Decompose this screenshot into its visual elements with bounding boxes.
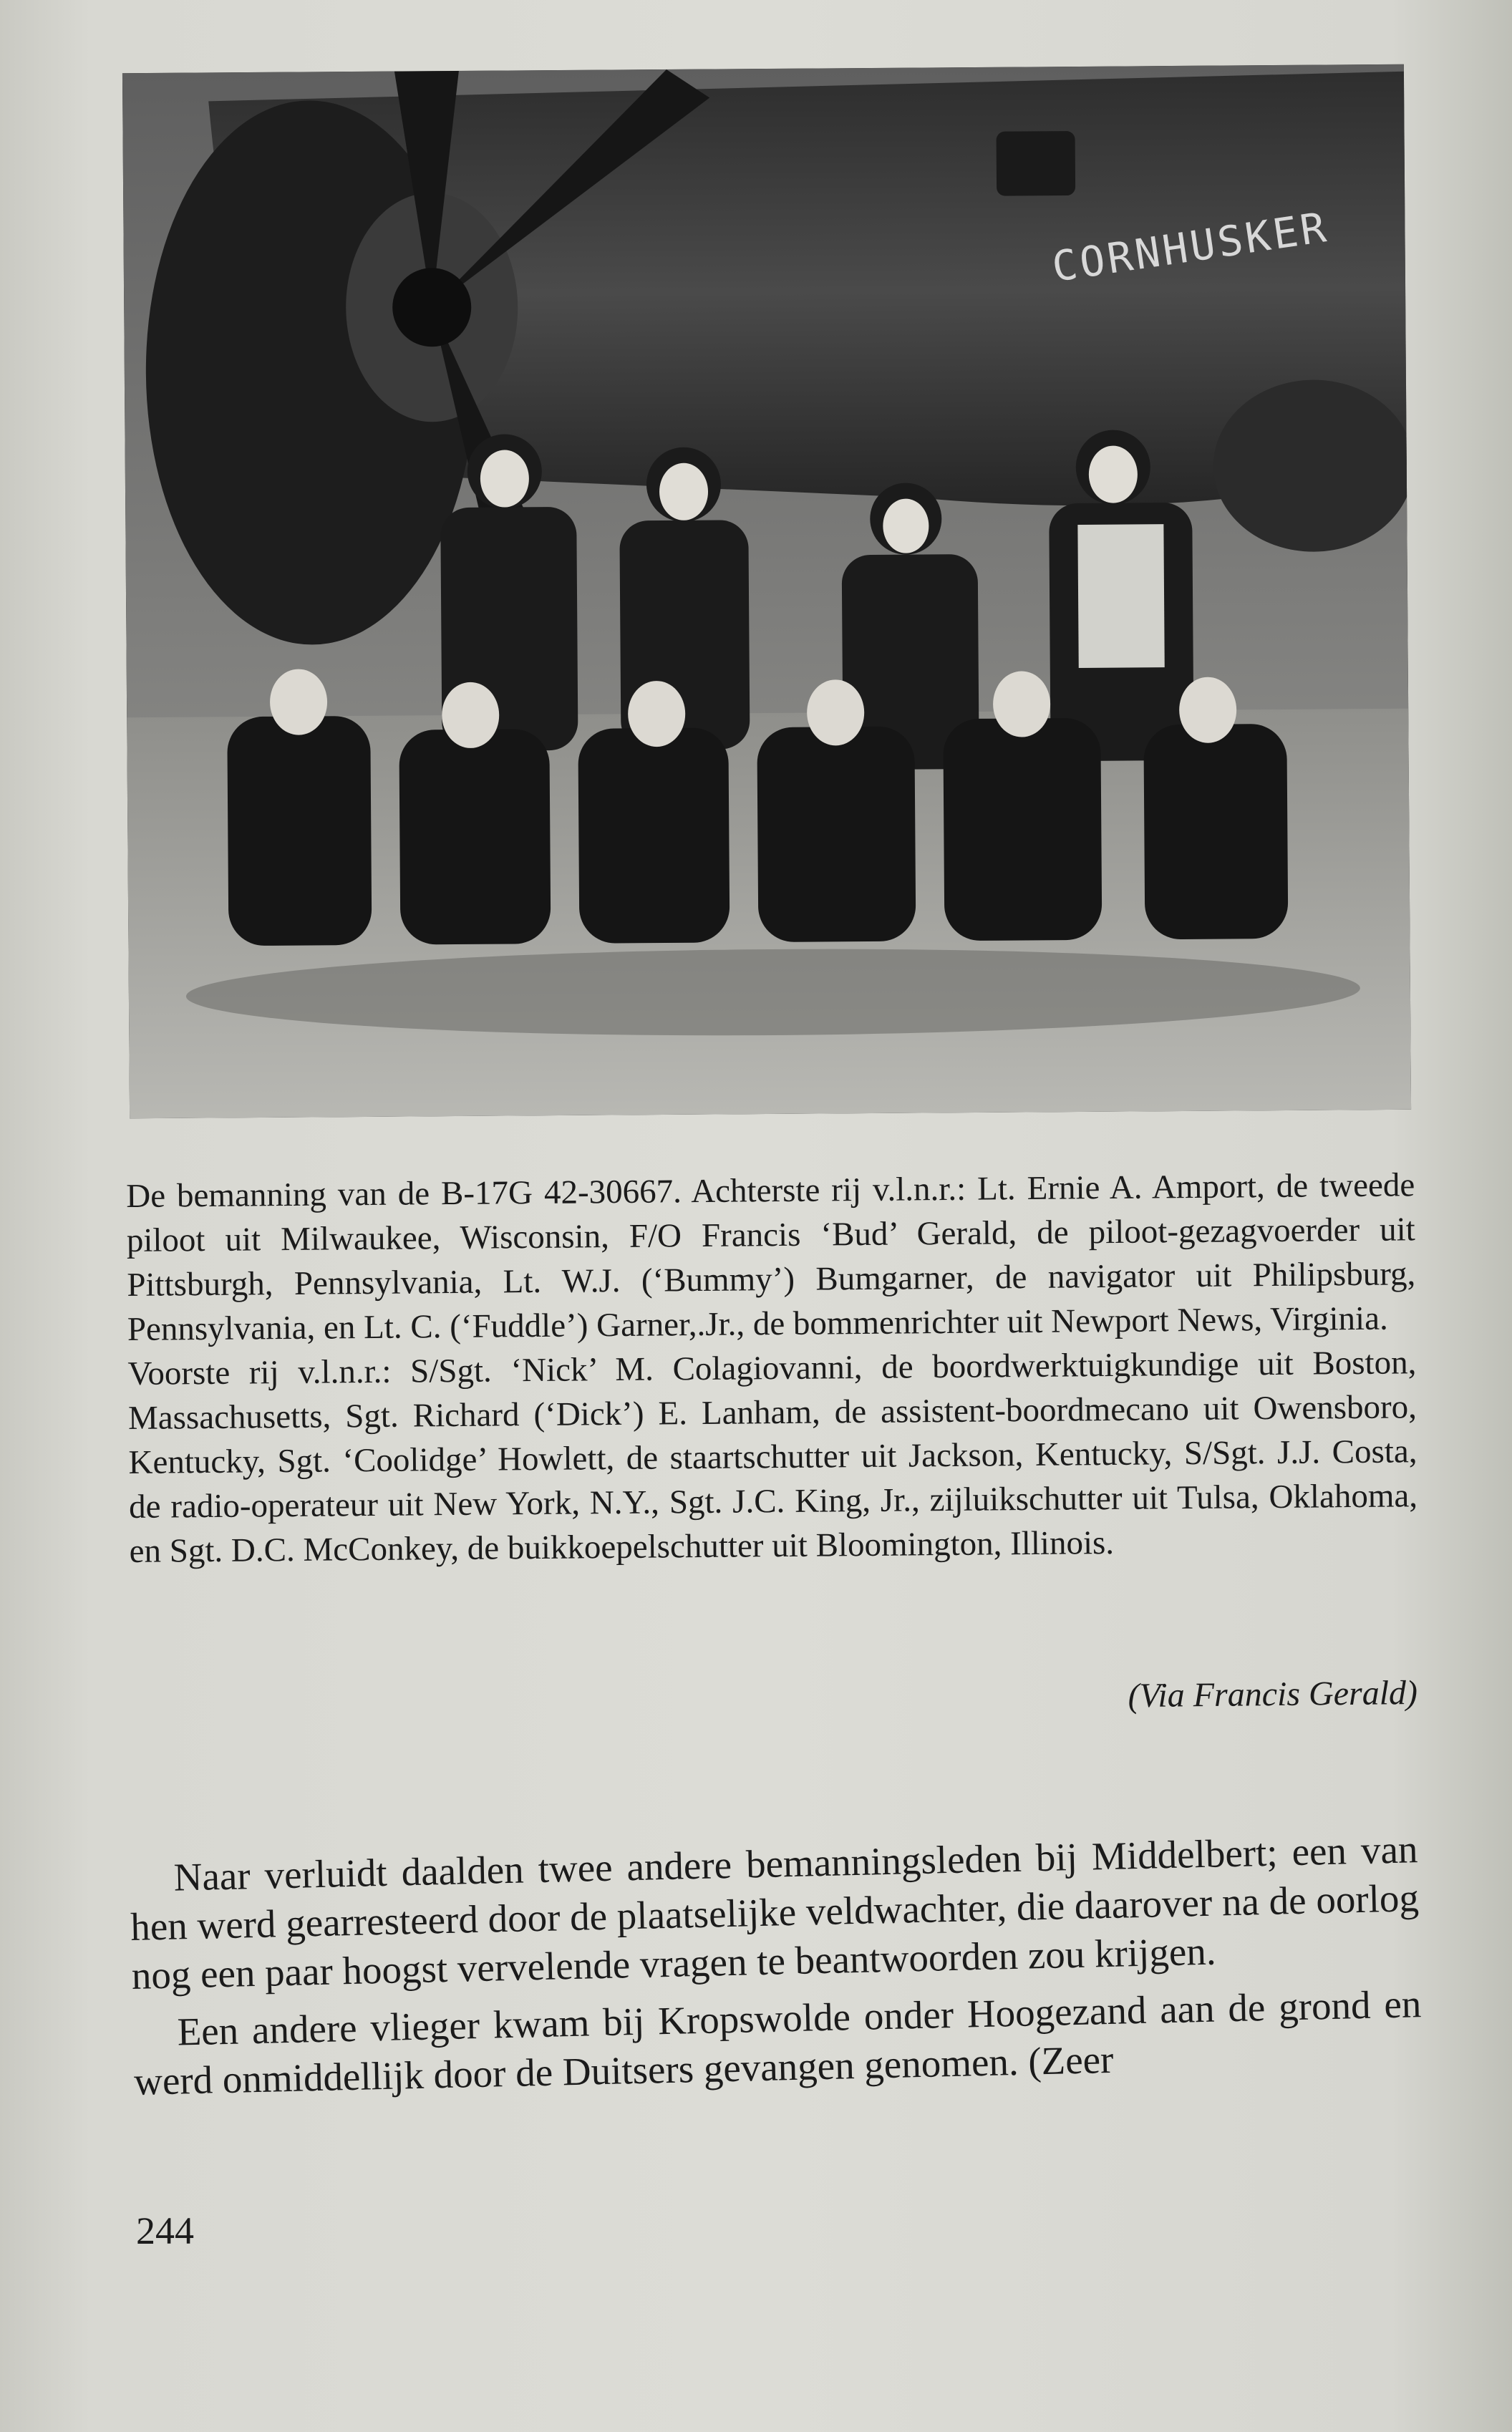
photo-illustration (122, 64, 1411, 1118)
crew-photograph (122, 64, 1411, 1118)
caption-back-row: De bemanning van de B-17G 42-30667. Achterste rij v.l.n.r.: Lt. Ernie A. Amport, de tweede piloot uit Milwaukee, Wisconsin, F/O Francis ‘Bud’ Gerald, de piloot-gezagvoerder uit Pittsburgh, Pennsylvania, Lt. W.J. (‘Bummy’) Bumgarner, de navigator uit Philipsburg, Pennsylvania, en Lt. C. (‘Fuddle’) Garner,.Jr., de bommenrichter uit Newport News, Virginia. (126, 1166, 1416, 1348)
body-paragraph-2: Een andere vlieger kwam bij Kropswolde onder Hoogezand aan de grond en werd onmiddellijk door de Duitsers gevangen genomen. (Zeer (133, 1982, 1422, 2103)
body-paragraph-1: Naar verluidt daalden twee andere bemanningsleden bij Middelbert; een van hen werd gearresteerd door de plaatselijke veldwachter, die daarover na de oorlog nog een paar hoogst vervelende vragen te beantwoorden zou krijgen. (130, 1827, 1420, 1997)
photo-credit: (Via Francis Gerald) (1128, 1673, 1418, 1715)
caption-front-row: Voorste rij v.l.n.r.: S/Sgt. ‘Nick’ M. Colagiovanni, de boordwerktuigkundige uit Boston, Massachusetts, Sgt. Richard (‘Dick’) E. Lanham, de assistent-boordmecano uit Owensboro, Kentucky, Sgt. ‘Coolidge’ Howlett, de staartschutter uit Jackson, Kentucky, S/Sgt. J.J. Costa, de radio-operateur uit New York, N.Y., Sgt. J.C. King, Jr., zijluikschutter uit Tulsa, Oklahoma, en Sgt. D.C. McConkey, de buikkoepelschutter uit Bloomington, Illinois. (127, 1344, 1418, 1570)
photo-caption (126, 1163, 1418, 1574)
nose-art-text: CORNHUSKER (1049, 202, 1332, 292)
page-number: 244 (136, 2209, 194, 2252)
body-text (129, 1825, 1423, 2115)
